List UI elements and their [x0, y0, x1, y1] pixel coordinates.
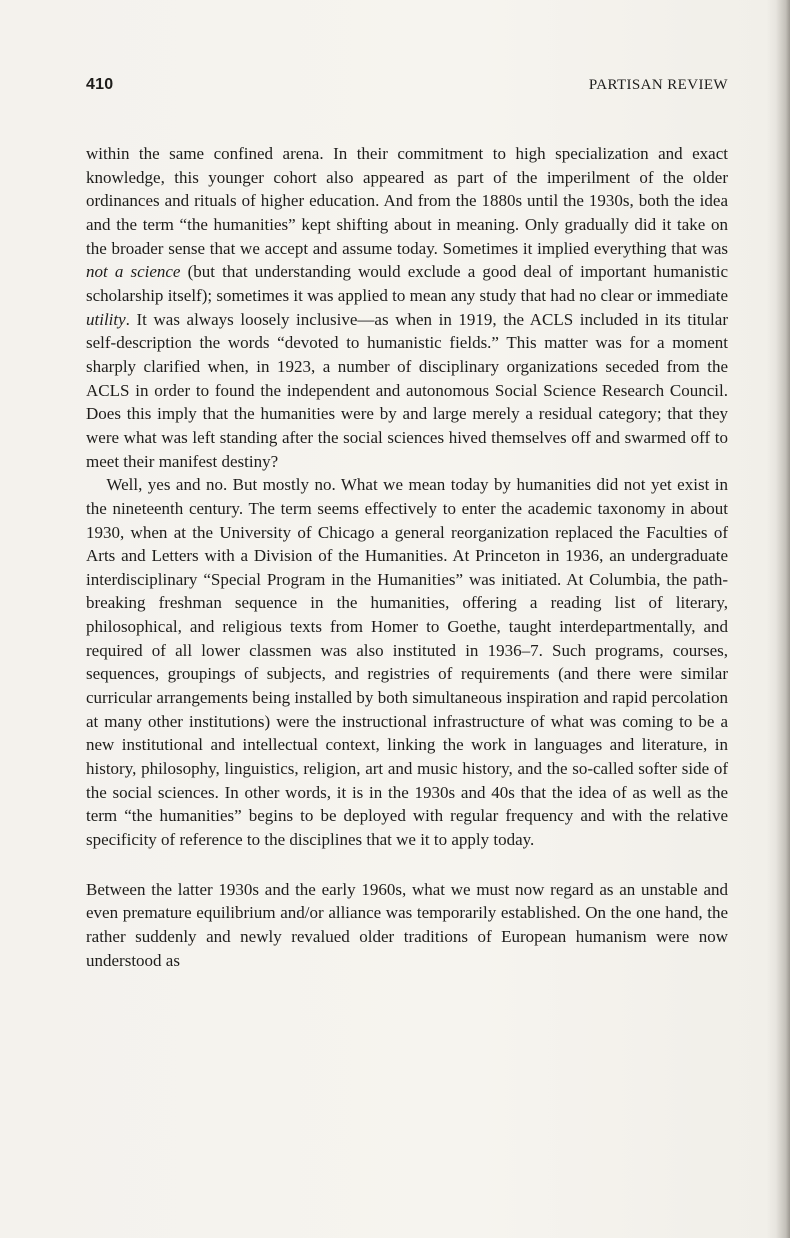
paragraph-3: [86, 878, 728, 973]
body-text: [86, 142, 728, 972]
text-segment: within the same confined arena. In their commitment to high specialization and exact knowledge, this younger cohort also appeared as part of the imperilment of the older ordinances and rituals of higher education. And from the 1880s until the 1930s, both the idea and the term “the humanities” kept shifting about in meaning. Only gradually did it take on the broader sense that we accept and assume today. Sometimes it implied everything that was: [86, 144, 728, 258]
text-segment: Between the latter 1930s and the early 1960s, what we must now regard as an unstable and even premature equilibrium and/or alliance was temporarily established. On the one hand, the rather suddenly and newly revalued older traditions of European humanism were now understood as: [86, 879, 728, 970]
paragraph-2: [86, 473, 728, 852]
text-segment: (but that understanding would exclude a good deal of important humanistic scholarship itself); sometimes it was applied to mean any study that had no clear or immediate: [86, 262, 728, 305]
text-segment: . It was always loosely inclusive—as when in 1919, the ACLS included in its titular self-description the words “devoted to humanistic fields.” This matter was for a moment sharply clarified when, in 1923, a number of disciplinary organizations seceded from the ACLS in order to found the independent and autonomous Social Science Research Council. Does this imply that the humanities were by and large merely a residual category; that they were what was left standing after the social sciences hived themselves off and swarmed off to meet their manifest destiny?: [86, 309, 728, 471]
page-number: 410: [86, 76, 114, 93]
page-gutter-shadow: [776, 0, 790, 1238]
running-head: PARTISAN REVIEW: [588, 77, 728, 93]
text-segment: Well, yes and no. But mostly no. What we mean today by humanities did not yet exist in the nineteenth century. The term seems effectively to enter the academic taxonomy in about 1930, when at the University of Chicago a general reorganization replaced the Faculties of Arts and Letters with a Division of the Humanities. At Princeton in 1936, an undergraduate interdisciplinary “Special Program in the Humanities” was initiated. At Columbia, the path-breaking freshman sequence in the humanities, offering a reading list of literary, philosophical, and religious texts from Homer to Goethe, taught interdepartmentally, and required of all lower classmen was also instituted in 1936–7. Such programs, courses, sequences, groupings of subjects, and registries of requirements (and there were similar curricular arrangements being installed by both simultaneous inspiration and rapid percolation at many other institutions) were the instructional infrastructure of what was coming to be a new institutional and intellectual context, linking the work in languages and literature, in history, philosophy, linguistics, religion, art and music history, and the so-called softer side of the social sciences. In other words, it is in the 1930s and 40s that the idea of as well as the term “the humanities” begins to be deployed with regular frequency and with the relative specificity of reference to the disciplines that we it to apply today.: [86, 475, 728, 850]
paragraph-1: [86, 142, 728, 473]
italic-text-segment: not a science: [86, 262, 181, 282]
italic-text-segment: utility: [86, 309, 126, 329]
page-header: [86, 76, 728, 100]
